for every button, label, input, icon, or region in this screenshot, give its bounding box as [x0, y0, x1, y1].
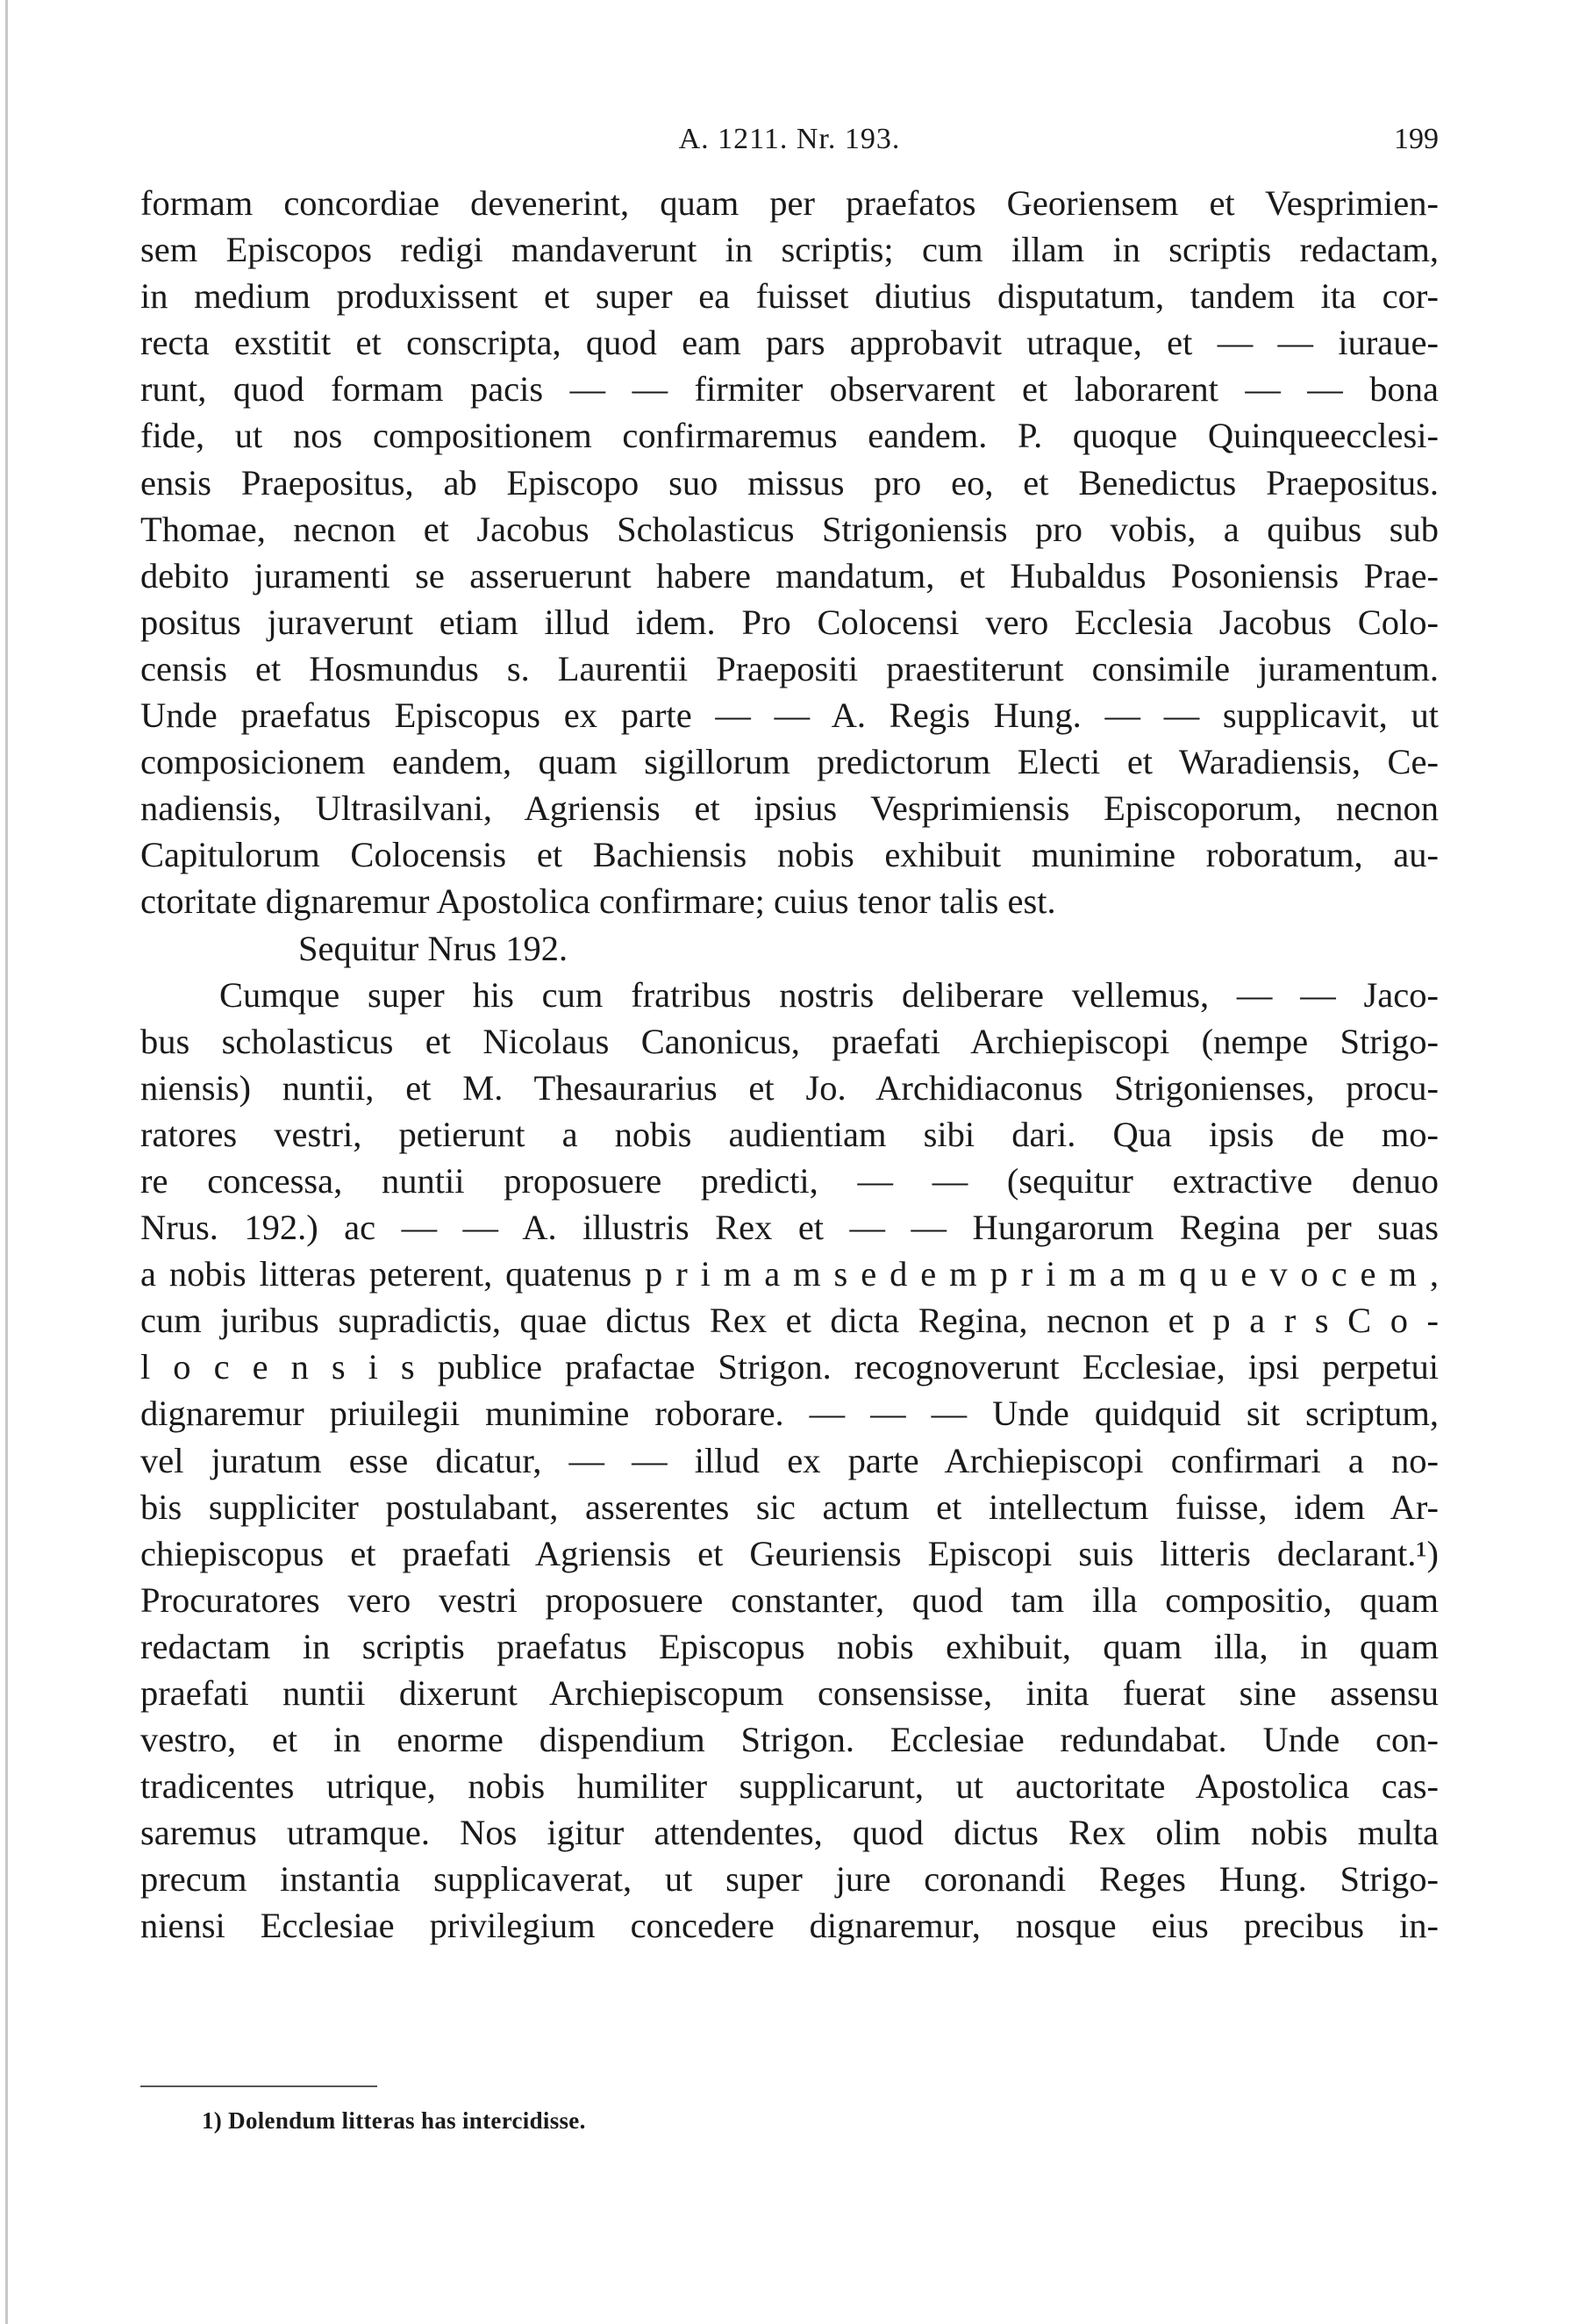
page-edge: [5, 0, 8, 2324]
running-head: A. 1211. Nr. 193.: [678, 123, 901, 155]
body-text: [140, 180, 1439, 1950]
sequitur-line: Sequitur Nrus 192.: [298, 928, 568, 968]
text-line: fide, ut nos compositionem confirmaremus eandem. P. quoque Quinqueecclesi-: [140, 416, 1439, 456]
text-line: positus juraverunt etiam illud idem. Pro Colocensi vero Ecclesia Jacobus Colo-: [140, 602, 1439, 642]
footnote-rule: [140, 2085, 377, 2087]
text-line: vel juratum esse dicatur, — — illud ex parte Archiepiscopi confirmari a no-: [140, 1440, 1439, 1480]
text-line: ensis Praepositus, ab Episcopo suo missus pro eo, et Benedictus Praepositus.: [140, 462, 1439, 503]
text-line: Cumque super his cum fratribus nostris deliberare vellemus, — — Jaco-: [219, 974, 1439, 1015]
text-line: debito juramenti se asseruerunt habere mandatum, et Hubaldus Posoniensis Prae-: [140, 555, 1439, 595]
text-line: niensis) nuntii, et M. Thesaurarius et Jo. Archidiaconus Strigonienses, procu-: [140, 1067, 1439, 1108]
text-line: Procuratores vero vestri proposuere constanter, quod tam illa compositio, quam: [140, 1579, 1439, 1620]
text-line: recta exstitit et conscripta, quod eam pars approbavit utraque, et — — iuraue-: [140, 323, 1439, 363]
footnote: 1) Dolendum litteras has intercidisse.: [202, 2107, 586, 2134]
text-line: ratores vestri, petierunt a nobis audientiam sibi dari. Qua ipsis de mo-: [140, 1114, 1439, 1154]
text-line: ctoritate dignaremur Apostolica confirmare; cuius tenor talis est.: [140, 881, 1056, 922]
text-line: chiepiscopus et praefati Agriensis et Geuriensis Episcopi suis litteris declarant.¹): [140, 1533, 1439, 1573]
text-line: praefati nuntii dixerunt Archiepiscopum consensisse, inita fuerat sine assensu: [140, 1673, 1439, 1713]
text-line: Capitulorum Colocensis et Bachiensis nobis exhibuit munimine roboratum, au-: [140, 835, 1439, 875]
text-line: niensi Ecclesiae privilegium concedere dignaremur, nosque eius precibus in-: [140, 1906, 1439, 1946]
text-line: a nobis litteras peterent, quatenus p r i m a m s e d e m p r i m a m q u e v o c e m ,: [140, 1254, 1439, 1294]
text-line: tradicentes utrique, nobis humiliter supplicarunt, ut auctoritate Apostolica cas-: [140, 1766, 1439, 1807]
text-line: composicionem eandem, quam sigillorum predictorum Electi et Waradiensis, Ce-: [140, 742, 1439, 782]
text-line: runt, quod formam pacis — — firmiter observarent et laborarent — — bona: [140, 369, 1439, 410]
text-line: bis suppliciter postulabant, asserentes sic actum et intellectum fuisse, idem Ar-: [140, 1486, 1439, 1527]
text-line: precum instantia supplicaverat, ut super jure coronandi Reges Hung. Strigo-: [140, 1859, 1439, 1900]
text-line: censis et Hosmundus s. Laurentii Praepositi praestiterunt consimile juramentum.: [140, 648, 1439, 688]
text-line: l o c e n s i s publice prafactae Strigon. recognoverunt Ecclesiae, ipsi perpetui: [140, 1347, 1439, 1387]
text-line: cum juribus supradictis, quae dictus Rex et dicta Regina, necnon et p a r s C o -: [140, 1301, 1439, 1341]
text-line: bus scholasticus et Nicolaus Canonicus, praefati Archiepiscopi (nempe Strigo-: [140, 1021, 1439, 1061]
text-line: Unde praefatus Episcopus ex parte — — A. Regis Hung. — — supplicavit, ut: [140, 695, 1439, 736]
text-line: re concessa, nuntii proposuere predicti, — — (sequitur extractive denuo: [140, 1160, 1439, 1201]
page-number: 199: [1394, 123, 1439, 155]
text-line: Thomae, necnon et Jacobus Scholasticus Strigoniensis pro vobis, a quibus sub: [140, 509, 1439, 549]
text-line: Nrus. 192.) ac — — A. illustris Rex et — — Hungarorum Regina per suas: [140, 1208, 1439, 1248]
text-line: in medium produxissent et super ea fuisset diutius disputatum, tandem ita cor-: [140, 276, 1439, 317]
text-line: nadiensis, Ultrasilvani, Agriensis et ipsius Vesprimiensis Episcoporum, necnon: [140, 788, 1439, 829]
text-line: vestro, et in enorme dispendium Strigon. Ecclesiae redundabat. Unde con-: [140, 1720, 1439, 1760]
page-header: [140, 123, 1439, 167]
text-line: saremus utramque. Nos igitur attendentes, quod dictus Rex olim nobis multa: [140, 1813, 1439, 1853]
text-line: sem Episcopos redigi mandaverunt in scriptis; cum illam in scriptis redactam,: [140, 230, 1439, 270]
text-line: redactam in scriptis praefatus Episcopus nobis exhibuit, quam illa, in quam: [140, 1626, 1439, 1666]
text-line: formam concordiae devenerint, quam per praefatos Georiensem et Vesprimien-: [140, 183, 1439, 223]
text-line: dignaremur priuilegii munimine roborare. — — — Unde quidquid sit scriptum,: [140, 1394, 1439, 1434]
